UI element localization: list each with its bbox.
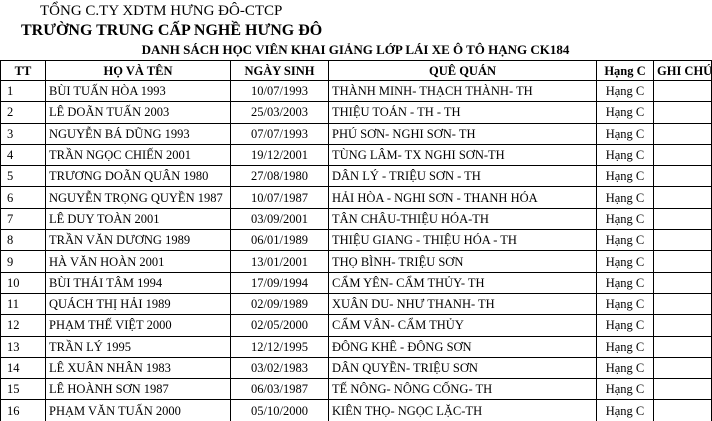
cell-class[interactable]: Hạng C [597,315,654,336]
table-header-row [1,61,712,81]
table-row [1,251,712,272]
cell-class[interactable]: Hạng C [597,379,654,400]
cell-dob[interactable]: 19/12/2001 [231,144,329,165]
cell-tt[interactable]: 11 [1,293,46,314]
cell-dob[interactable]: 03/02/1983 [231,357,329,378]
cell-note[interactable] [654,208,712,229]
cell-note[interactable] [654,81,712,102]
cell-note[interactable] [654,123,712,144]
cell-tt[interactable]: 3 [1,123,46,144]
cell-hometown[interactable]: CẨM VÂN- CẨM THỦY [329,315,597,336]
cell-class[interactable]: Hạng C [597,123,654,144]
cell-class[interactable]: Hạng C [597,272,654,293]
cell-hometown[interactable]: ĐÔNG KHÊ - ĐÔNG SƠN [329,336,597,357]
cell-tt[interactable]: 9 [1,251,46,272]
cell-class[interactable]: Hạng C [597,293,654,314]
cell-note[interactable] [654,272,712,293]
cell-name[interactable]: QUÁCH THỊ HẢI 1989 [46,293,231,314]
column-header-name[interactable]: HỌ VÀ TÊN [46,61,231,81]
cell-note[interactable] [654,293,712,314]
table-row [1,123,712,144]
table-row [1,379,712,400]
cell-hometown[interactable]: THIỆU TOÁN - TH - TH [329,102,597,123]
cell-hometown[interactable]: THÀNH MINH- THẠCH THÀNH- TH [329,81,597,102]
cell-dob[interactable]: 13/01/2001 [231,251,329,272]
column-header-dob[interactable]: NGÀY SINH [231,61,329,81]
cell-note[interactable] [654,357,712,378]
cell-class[interactable]: Hạng C [597,400,654,421]
cell-name[interactable]: PHẠM THẾ VIỆT 2000 [46,315,231,336]
table-row [1,272,712,293]
cell-tt[interactable]: 1 [1,81,46,102]
cell-hometown[interactable]: TÙNG LÂM- TX NGHI SƠN-TH [329,144,597,165]
cell-dob[interactable]: 17/09/1994 [231,272,329,293]
table-row [1,166,712,187]
cell-name[interactable]: TRẦN VĂN DƯƠNG 1989 [46,230,231,251]
cell-class[interactable]: Hạng C [597,230,654,251]
cell-tt[interactable]: 10 [1,272,46,293]
cell-tt[interactable]: 5 [1,166,46,187]
cell-dob[interactable]: 03/09/2001 [231,208,329,229]
cell-note[interactable] [654,166,712,187]
cell-note[interactable] [654,336,712,357]
table-row [1,336,712,357]
cell-tt[interactable]: 12 [1,315,46,336]
cell-note[interactable] [654,400,712,421]
company-name: TỔNG C.TY XDTM HƯNG ĐÔ-CTCP [40,3,283,19]
cell-tt[interactable]: 2 [1,102,46,123]
cell-name[interactable]: HÀ VĂN HOÀN 2001 [46,251,231,272]
document-title: DANH SÁCH HỌC VIÊN KHAI GIẢNG LỚP LÁI XE Ô TÔ HẠNG CK184 [141,42,570,57]
cell-name[interactable]: LÊ DOÃN TUẤN 2003 [46,102,231,123]
cell-tt[interactable]: 8 [1,230,46,251]
cell-class[interactable]: Hạng C [597,102,654,123]
cell-dob[interactable]: 06/01/1989 [231,230,329,251]
cell-dob[interactable]: 02/05/2000 [231,315,329,336]
cell-tt[interactable]: 6 [1,187,46,208]
cell-dob[interactable]: 27/08/1980 [231,166,329,187]
cell-name[interactable]: TRƯƠNG DOÃN QUÂN 1980 [46,166,231,187]
cell-tt[interactable]: 16 [1,400,46,421]
column-header-tt[interactable]: TT [1,61,46,81]
cell-class[interactable]: Hạng C [597,336,654,357]
cell-dob[interactable]: 10/07/1993 [231,81,329,102]
table-row [1,208,712,229]
cell-class[interactable]: Hạng C [597,357,654,378]
cell-tt[interactable]: 7 [1,208,46,229]
cell-name[interactable]: TRẦN NGỌC CHIẾN 2001 [46,144,231,165]
cell-dob[interactable]: 25/03/2003 [231,102,329,123]
cell-name[interactable]: TRẦN LÝ 1995 [46,336,231,357]
cell-note[interactable] [654,144,712,165]
table-row [1,315,712,336]
table-row [1,230,712,251]
cell-class[interactable]: Hạng C [597,208,654,229]
cell-tt[interactable]: 4 [1,144,46,165]
cell-note[interactable] [654,230,712,251]
cell-note[interactable] [654,187,712,208]
cell-dob[interactable]: 05/10/2000 [231,400,329,421]
cell-hometown[interactable]: THIỆU GIANG - THIỆU HÓA - TH [329,230,597,251]
cell-dob[interactable]: 06/03/1987 [231,379,329,400]
table-row [1,357,712,378]
cell-class[interactable]: Hạng C [597,187,654,208]
column-header-hometown[interactable]: QUÊ QUÁN [329,61,597,81]
cell-hometown[interactable]: PHÚ SƠN- NGHI SƠN- TH [329,123,597,144]
cell-hometown[interactable]: TẾ NÔNG- NÔNG CỐNG- TH [329,379,597,400]
cell-class[interactable]: Hạng C [597,81,654,102]
cell-note[interactable] [654,379,712,400]
cell-name[interactable]: BÙI THÁI TÂM 1994 [46,272,231,293]
cell-dob[interactable]: 10/07/1987 [231,187,329,208]
cell-hometown[interactable]: HẢI HÒA - NGHI SƠN - THANH HÓA [329,187,597,208]
cell-hometown[interactable]: KIÊN THỌ- NGỌC LẶC-TH [329,400,597,421]
column-header-class[interactable]: Hạng C [597,61,654,81]
cell-class[interactable]: Hạng C [597,166,654,187]
cell-name[interactable]: NGUYỄN TRỌNG QUYỀN 1987 [46,187,231,208]
cell-hometown[interactable]: DÂN LÝ - TRIỆU SƠN - TH [329,166,597,187]
table-row [1,187,712,208]
table-row [1,293,712,314]
cell-tt[interactable]: 13 [1,336,46,357]
cell-note[interactable] [654,251,712,272]
table-row [1,102,712,123]
student-table [0,60,712,421]
cell-note[interactable] [654,315,712,336]
school-name: TRƯỜNG TRUNG CẤP NGHỀ HƯNG ĐÔ [21,22,323,39]
cell-tt[interactable]: 14 [1,357,46,378]
cell-hometown[interactable]: CẨM YÊN- CẨM THỦY- TH [329,272,597,293]
table-row [1,400,712,421]
cell-class[interactable]: Hạng C [597,144,654,165]
column-header-note[interactable]: GHI CHÚ [654,61,712,81]
cell-hometown[interactable]: TÂN CHÂU-THIỆU HÓA-TH [329,208,597,229]
cell-dob[interactable]: 02/09/1989 [231,293,329,314]
cell-name[interactable]: LÊ HOÀNH SƠN 1987 [46,379,231,400]
cell-name[interactable]: LÊ DUY TOÀN 2001 [46,208,231,229]
table-row [1,144,712,165]
cell-hometown[interactable]: XUÂN DU- NHƯ THANH- TH [329,293,597,314]
cell-name[interactable]: LÊ XUÂN NHÂN 1983 [46,357,231,378]
cell-note[interactable] [654,102,712,123]
cell-tt[interactable]: 15 [1,379,46,400]
table-row [1,81,712,102]
cell-name[interactable]: BÙI TUẤN HÒA 1993 [46,81,231,102]
cell-class[interactable]: Hạng C [597,251,654,272]
cell-name[interactable]: PHẠM VĂN TUẤN 2000 [46,400,231,421]
cell-hometown[interactable]: DÂN QUYỀN- TRIỆU SƠN [329,357,597,378]
cell-name[interactable]: NGUYỄN BÁ DŨNG 1993 [46,123,231,144]
cell-dob[interactable]: 12/12/1995 [231,336,329,357]
cell-dob[interactable]: 07/07/1993 [231,123,329,144]
cell-hometown[interactable]: THỌ BÌNH- TRIỆU SƠN [329,251,597,272]
